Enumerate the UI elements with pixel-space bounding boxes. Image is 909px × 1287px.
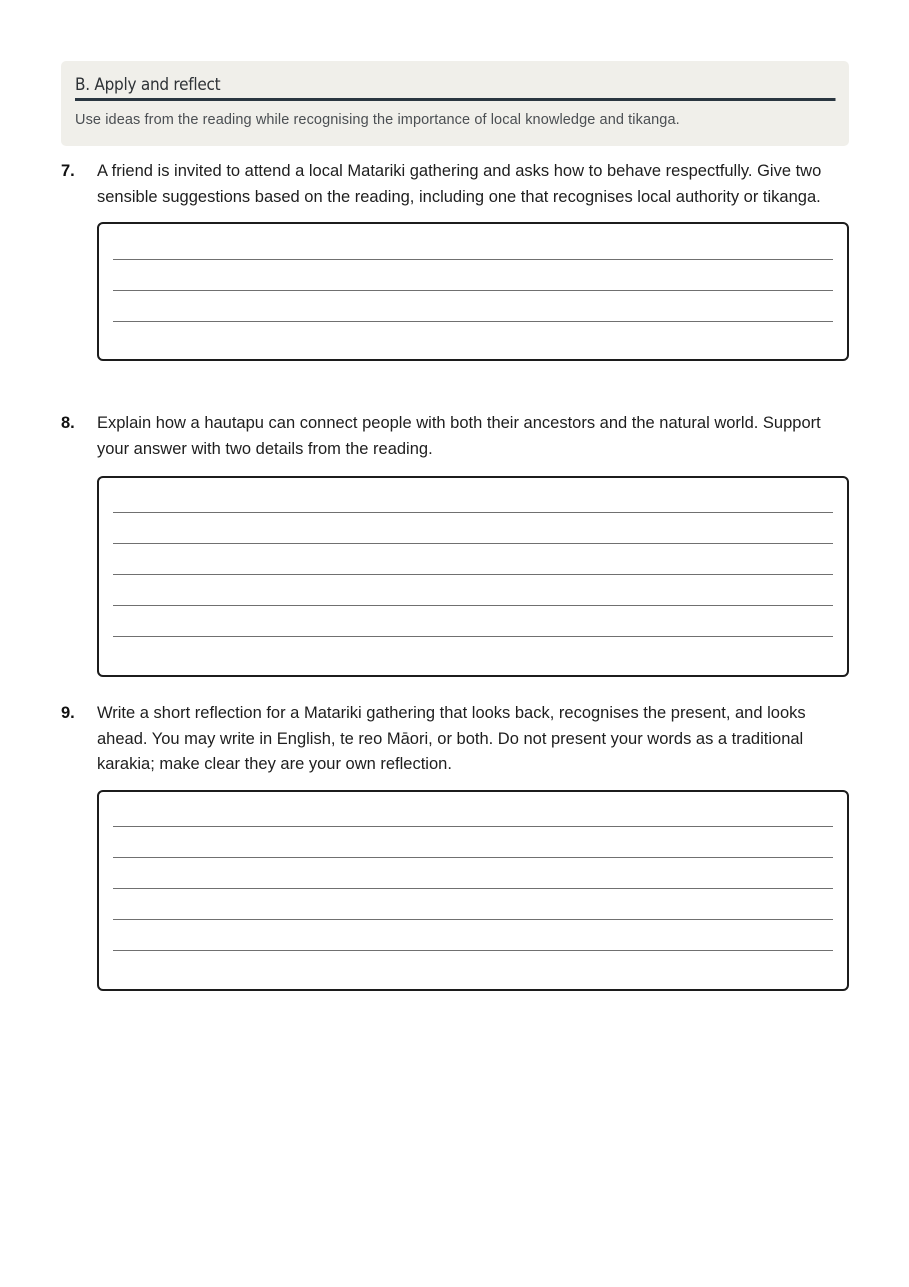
answer-line bbox=[113, 543, 833, 544]
answer-box-7[interactable] bbox=[97, 222, 849, 361]
question-text: A friend is invited to attend a local Matariki gathering and asks how to behave respectfully. Give two sensible suggestions based on the reading, including one that recognises local authority or tikanga. bbox=[97, 162, 822, 206]
answer-line bbox=[113, 574, 833, 575]
answer-line bbox=[113, 321, 833, 322]
question-number: 7. bbox=[61, 162, 75, 180]
answer-line bbox=[113, 857, 833, 858]
answer-line bbox=[113, 290, 833, 291]
question-text: Explain how a hautapu can connect people with both their ancestors and the natural world. Support your answer with two details from the reading. bbox=[97, 414, 821, 458]
answer-line bbox=[113, 636, 833, 637]
section-subtitle: Use ideas from the reading while recognising the importance of local knowledge and tikanga. bbox=[75, 112, 680, 128]
section-title: B. Apply and reflect bbox=[75, 73, 836, 101]
answer-box-9[interactable] bbox=[97, 790, 849, 991]
answer-line bbox=[113, 888, 833, 889]
question-number: 9. bbox=[61, 704, 75, 722]
answer-line bbox=[113, 919, 833, 920]
question-9 bbox=[61, 701, 849, 991]
answer-line bbox=[113, 512, 833, 513]
answer-line bbox=[113, 605, 833, 606]
question-8 bbox=[61, 411, 849, 677]
answer-box-8[interactable] bbox=[97, 476, 849, 677]
answer-line bbox=[113, 259, 833, 260]
section-header bbox=[61, 61, 849, 146]
question-text: Write a short reflection for a Matariki gathering that looks back, recognises the present, and looks ahead. You may write in English, te reo Māori, or both. Do not present your words as a traditional karakia; make clear they are your own reflection. bbox=[97, 704, 806, 773]
answer-line bbox=[113, 950, 833, 951]
question-7 bbox=[61, 159, 849, 361]
answer-line bbox=[113, 826, 833, 827]
question-number: 8. bbox=[61, 414, 75, 432]
